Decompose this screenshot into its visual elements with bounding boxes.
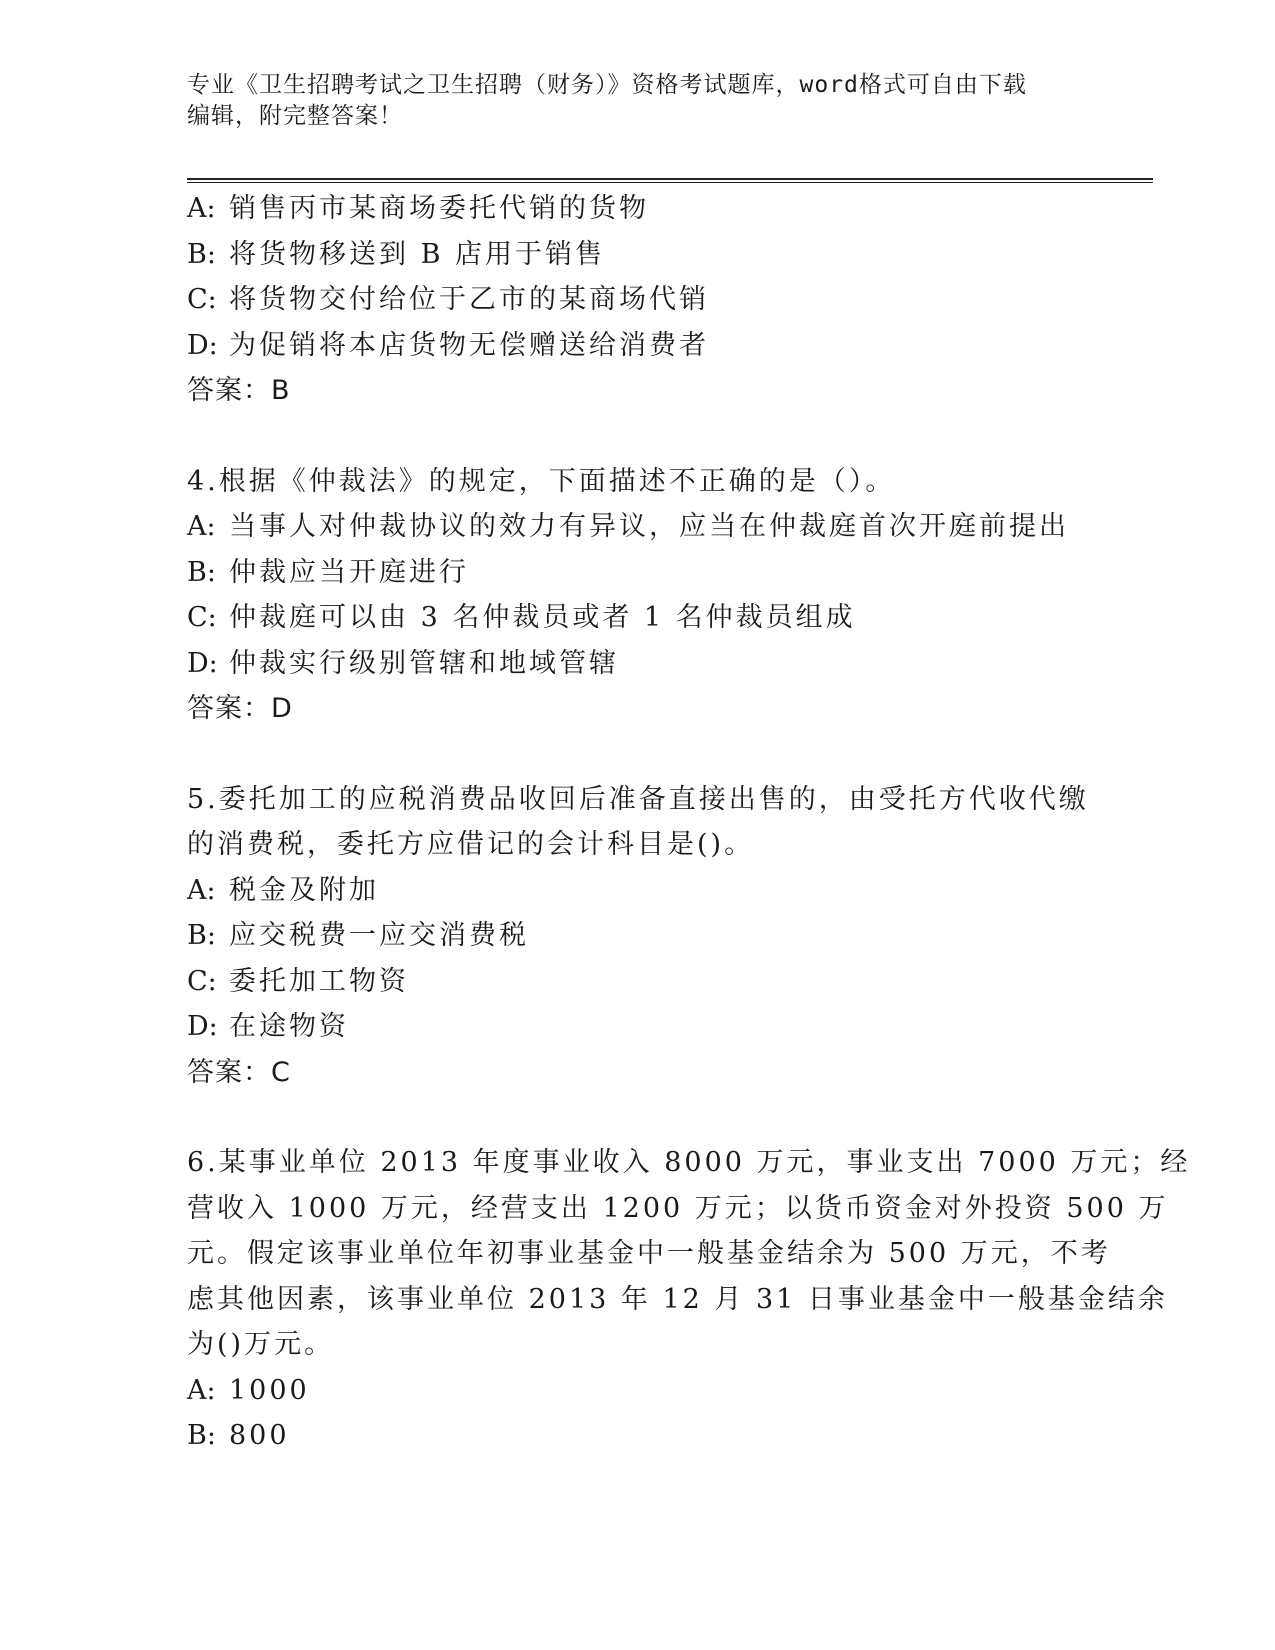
option-text: 委托加工物资 — [229, 965, 409, 997]
document-header — [187, 70, 1087, 132]
question-5 — [187, 777, 1089, 1096]
option-d — [187, 1004, 1067, 1050]
option-text: 当事人对仲裁协议的效力有异议，应当在仲裁庭首次开庭前提出 — [229, 511, 1069, 542]
question-text-line-3: 元。假定该事业单位年初事业基金中一般基金结余为 500 万元，不考 — [187, 1238, 1111, 1269]
option-text: 应交税费一应交消费税 — [229, 920, 529, 951]
option-label: B: — [187, 920, 216, 951]
answer-line: 答案：D — [187, 693, 293, 724]
answer-line: 答案：B — [187, 375, 291, 406]
option-label: A: — [187, 1374, 216, 1406]
option-a — [187, 186, 1067, 232]
spacer — [187, 414, 1067, 459]
question-text-line-1: 5.委托加工的应税消费品收回后准备直接出售的，由受托方代收代缴 — [187, 783, 1089, 815]
header-suffix: 格式可自由下载 — [858, 72, 1027, 98]
option-label: D: — [187, 329, 218, 361]
option-text: 销售丙市某商场委托代销的货物 — [229, 193, 649, 224]
question-text-line-2: 营收入 1000 万元，经营支出 1200 万元；以货币资金对外投资 500 万 — [187, 1192, 1169, 1224]
header-line-2: 编辑，附完整答案！ — [187, 103, 403, 129]
option-c — [187, 595, 1067, 641]
spacer — [187, 732, 1067, 777]
option-label: B: — [187, 238, 216, 270]
option-text: 将货物移送到 B 店用于销售 — [229, 238, 606, 270]
spacer — [187, 1095, 1067, 1140]
option-label: C: — [187, 284, 217, 315]
option-label: A: — [187, 874, 216, 906]
question-6 — [187, 1140, 1191, 1459]
option-label: A: — [187, 511, 216, 542]
question-text-line-4: 虑其他因素，该事业单位 2013 年 12 月 31 日事业基金中一般基金结余 — [187, 1283, 1168, 1315]
question-text-line-5: 为()万元。 — [187, 1329, 335, 1360]
option-label: B: — [187, 1420, 216, 1451]
option-label: D: — [187, 1011, 218, 1042]
option-b — [187, 1413, 1067, 1459]
question-4 — [187, 459, 1067, 732]
option-text: 仲裁实行级别管辖和地域管辖 — [229, 647, 619, 679]
option-c — [187, 959, 1067, 1005]
answer-line: 答案：C — [187, 1056, 291, 1088]
option-label: C: — [187, 602, 217, 633]
option-a — [187, 504, 1067, 550]
option-label: A: — [187, 193, 216, 224]
header-rule-thick — [187, 178, 1153, 180]
option-a — [187, 1368, 1067, 1414]
option-d — [187, 641, 1067, 687]
option-d — [187, 323, 1067, 369]
option-text: 仲裁庭可以由 3 名仲裁员或者 1 名仲裁员组成 — [229, 602, 856, 633]
option-b — [187, 913, 1067, 959]
question-text: 4.根据《仲裁法》的规定，下面描述不正确的是（）。 — [187, 465, 896, 497]
option-b — [187, 232, 1067, 278]
option-text: 为促销将本店货物无偿赠送给消费者 — [229, 329, 709, 361]
header-prefix: 专业《卫生招聘考试之卫生招聘（财务）》资格考试题库， — [187, 72, 800, 98]
option-text: 800 — [229, 1420, 290, 1451]
option-b — [187, 550, 1067, 596]
question-3 — [187, 186, 1067, 414]
option-text: 仲裁应当开庭进行 — [229, 556, 469, 588]
header-line-1 — [187, 70, 1087, 101]
option-label: B: — [187, 556, 216, 588]
question-text-line-1: 6.某事业单位 2013 年度事业收入 8000 万元，事业支出 7000 万元；经 — [187, 1147, 1191, 1178]
option-text: 在途物资 — [229, 1011, 349, 1042]
question-list — [187, 186, 1191, 1459]
header-rule-thin — [187, 182, 1153, 183]
option-a — [187, 868, 1067, 914]
option-label: C: — [187, 965, 217, 997]
header-word: word — [799, 72, 859, 98]
option-c — [187, 277, 1067, 323]
option-label: D: — [187, 647, 218, 679]
question-text-line-2: 的消费税，委托方应借记的会计科目是()。 — [187, 829, 755, 860]
option-text: 1000 — [229, 1374, 310, 1406]
option-text: 将货物交付给位于乙市的某商场代销 — [229, 284, 709, 315]
option-text: 税金及附加 — [229, 874, 379, 906]
